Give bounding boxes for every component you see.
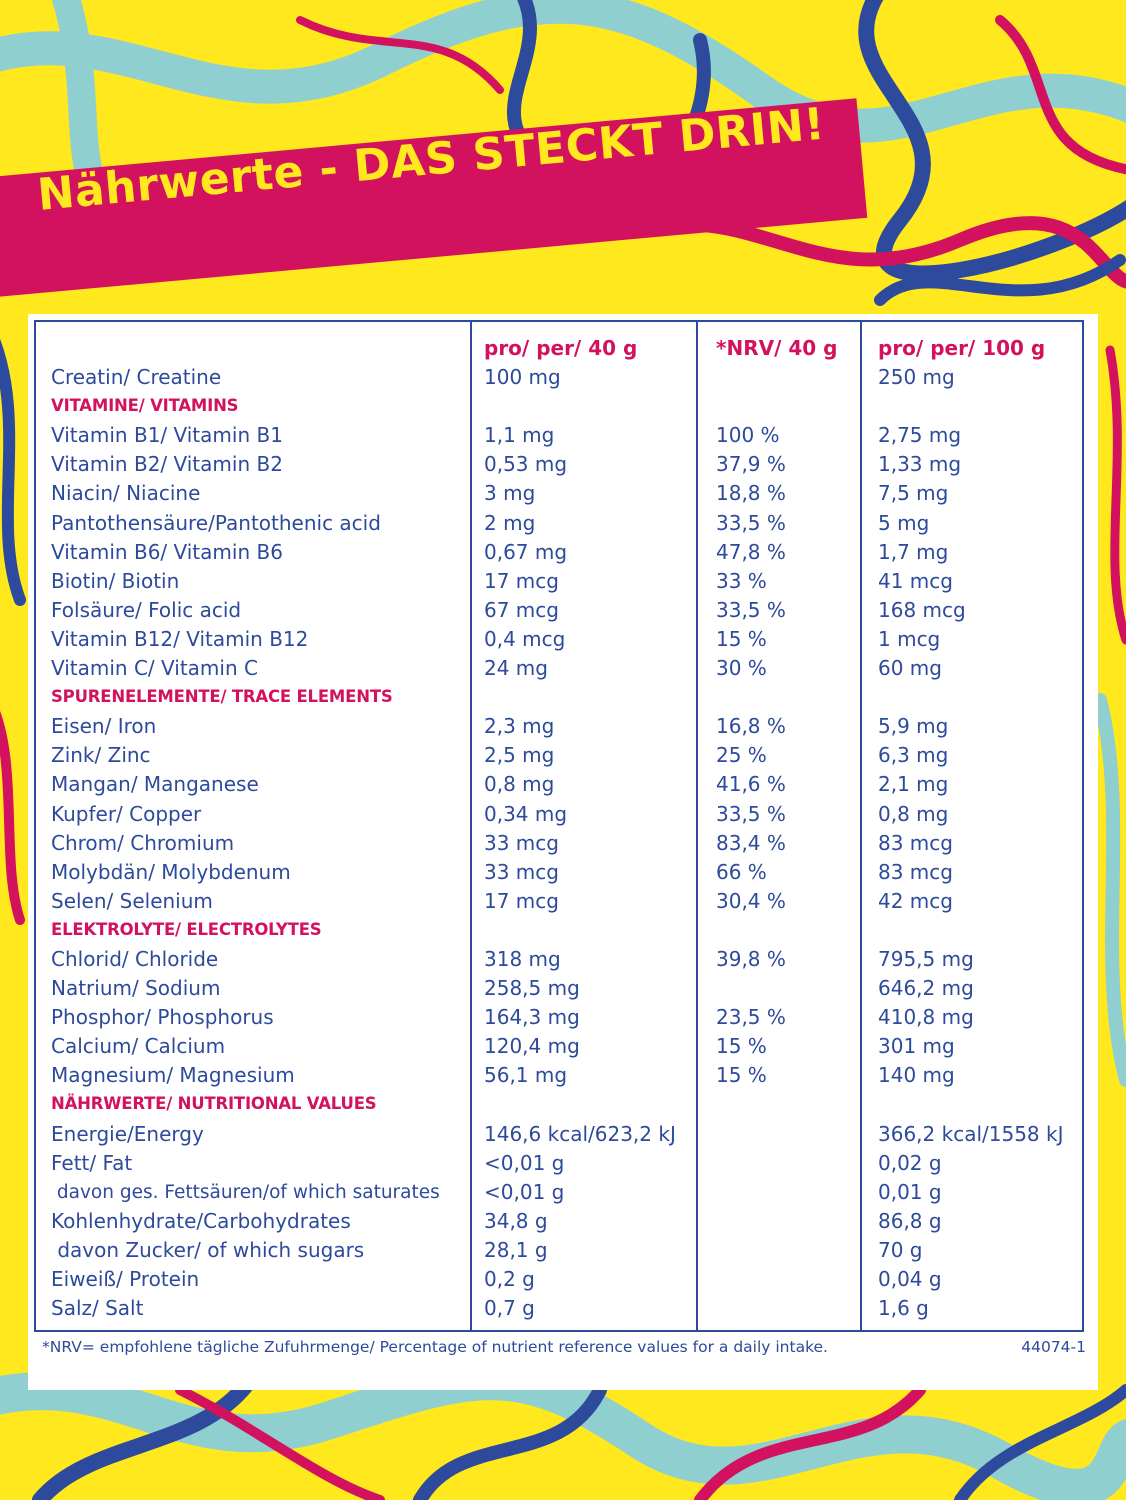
value-per-100g: 1 mcg xyxy=(878,626,941,651)
value-per-40g: 1,1 mg xyxy=(484,423,555,448)
table-row xyxy=(36,1149,1082,1178)
section-label: VITAMINE/ VITAMINS xyxy=(51,396,239,416)
nutrient-name: Zink/ Zinc xyxy=(51,743,151,768)
table-row xyxy=(36,1236,1082,1265)
value-per-100g: 60 mg xyxy=(878,656,942,681)
page-title: Nährwerte - DAS STECKT DRIN! xyxy=(35,98,827,221)
value-per-40g: 164,3 mg xyxy=(484,1005,580,1030)
table-row xyxy=(36,596,1082,625)
value-per-100g: 1,33 mg xyxy=(878,452,962,477)
value-per-40g: 56,1 mg xyxy=(484,1063,568,1088)
nutrient-name: davon ges. Fettsäuren/of which saturates xyxy=(51,1181,440,1203)
value-per-40g: 2 mg xyxy=(484,510,536,535)
value-per-40g: 2,3 mg xyxy=(484,714,555,739)
nutrient-name: Vitamin B1/ Vitamin B1 xyxy=(51,423,283,448)
value-per-100g: 168 mcg xyxy=(878,597,966,622)
nutrient-name: Folsäure/ Folic acid xyxy=(51,597,242,622)
value-per-100g: 83 mcg xyxy=(878,859,953,884)
nrv-value: 39,8 % xyxy=(716,946,786,971)
value-per-40g: 0,67 mg xyxy=(484,539,568,564)
value-per-100g: 0,04 g xyxy=(878,1267,942,1291)
nutrient-name: Kohlenhydrate/Carbohydrates xyxy=(51,1208,351,1233)
table-row xyxy=(36,450,1082,479)
value-per-40g: 146,6 kcal/623,2 kJ xyxy=(484,1121,676,1146)
value-per-40g: 0,53 mg xyxy=(484,452,568,477)
value-per-40g: 3 mg xyxy=(484,481,536,506)
value-per-40g: 0,4 mcg xyxy=(484,626,566,651)
table-row xyxy=(36,800,1082,829)
value-per-40g: 0,34 mg xyxy=(484,801,568,826)
value-per-100g: 140 mg xyxy=(878,1063,955,1088)
table-row xyxy=(36,829,1082,858)
nrv-value: 16,8 % xyxy=(716,714,786,739)
value-per-40g: <0,01 g xyxy=(484,1150,565,1175)
value-per-100g: 83 mcg xyxy=(878,830,953,855)
value-per-40g: 67 mcg xyxy=(484,597,559,622)
nutrient-name: Eisen/ Iron xyxy=(51,714,157,739)
column-header-per-40g: pro/ per/ 40 g xyxy=(484,336,638,360)
nutrient-name: Natrium/ Sodium xyxy=(51,976,221,1001)
value-per-100g: 5,9 mg xyxy=(878,714,949,739)
value-per-100g: 70 g xyxy=(878,1237,923,1262)
nutrient-name: Vitamin B6/ Vitamin B6 xyxy=(51,539,283,564)
value-per-100g: 0,8 mg xyxy=(878,801,949,826)
nutrient-name: Molybdän/ Molybdenum xyxy=(51,859,291,884)
section-label: SPURENELEMENTE/ TRACE ELEMENTS xyxy=(51,687,393,707)
value-per-40g: 34,8 g xyxy=(484,1208,548,1233)
value-per-100g: 0,02 g xyxy=(878,1150,942,1175)
value-per-100g: 795,5 mg xyxy=(878,946,974,971)
nrv-value: 18,8 % xyxy=(716,481,786,506)
table-row xyxy=(36,1207,1082,1236)
table-row xyxy=(36,741,1082,770)
value-per-100g: 410,8 mg xyxy=(878,1005,974,1030)
nutrient-name: Energie/Energy xyxy=(51,1121,204,1146)
table-row xyxy=(36,1178,1082,1207)
value-per-100g: 42 mcg xyxy=(878,888,953,913)
value-per-40g: 17 mcg xyxy=(484,888,559,913)
table-row xyxy=(36,858,1082,887)
value-per-40g: 2,5 mg xyxy=(484,743,555,768)
nutrition-table xyxy=(34,320,1084,1332)
nrv-value: 15 % xyxy=(716,1034,767,1059)
value-per-40g: 28,1 g xyxy=(484,1237,548,1262)
nutrient-name: Salz/ Salt xyxy=(51,1296,144,1321)
table-row xyxy=(36,363,1082,392)
nrv-value: 23,5 % xyxy=(716,1005,786,1030)
nrv-value: 83,4 % xyxy=(716,830,786,855)
nutrient-name: Chlorid/ Chloride xyxy=(51,946,219,971)
nutrient-name: Phosphor/ Phosphorus xyxy=(51,1005,274,1030)
table-row xyxy=(36,1061,1082,1090)
nutrient-name: Mangan/ Manganese xyxy=(51,772,259,797)
nrv-value: 30,4 % xyxy=(716,888,786,913)
section-header-row xyxy=(36,1090,1082,1119)
nrv-value: 33,5 % xyxy=(716,510,786,535)
nutrient-name: Niacin/ Niacine xyxy=(51,481,201,506)
value-per-100g: 2,1 mg xyxy=(878,772,949,797)
nrv-footnote: *NRV= empfohlene tägliche Zufuhrmenge/ Percentage of nutrient reference values for a daily intake. xyxy=(42,1338,828,1356)
value-per-100g: 6,3 mg xyxy=(878,743,949,768)
table-row xyxy=(36,509,1082,538)
value-per-100g: 646,2 mg xyxy=(878,976,974,1001)
value-per-100g: 86,8 g xyxy=(878,1208,942,1233)
value-per-100g: 1,6 g xyxy=(878,1296,929,1321)
value-per-100g: 2,75 mg xyxy=(878,423,962,448)
nrv-value: 25 % xyxy=(716,743,767,768)
column-header-nrv: *NRV/ 40 g xyxy=(716,336,838,360)
nrv-value: 15 % xyxy=(716,1063,767,1088)
table-row xyxy=(36,712,1082,741)
value-per-40g: 33 mcg xyxy=(484,859,559,884)
nrv-value: 41,6 % xyxy=(716,772,786,797)
nutrient-name: Vitamin C/ Vitamin C xyxy=(51,656,258,681)
table-row xyxy=(36,538,1082,567)
nutrient-name: Biotin/ Biotin xyxy=(51,568,180,593)
nutrient-name: davon Zucker/ of which sugars xyxy=(51,1237,365,1262)
nutrient-name: Pantothensäure/Pantothenic acid xyxy=(51,510,381,535)
nutrient-name: Eiweiß/ Protein xyxy=(51,1267,200,1291)
nutrient-name: Vitamin B2/ Vitamin B2 xyxy=(51,452,283,477)
table-row xyxy=(36,654,1082,683)
value-per-40g: <0,01 g xyxy=(484,1179,565,1204)
table-row xyxy=(36,625,1082,654)
value-per-40g: 33 mcg xyxy=(484,830,559,855)
table-row xyxy=(36,945,1082,974)
value-per-40g: 17 mcg xyxy=(484,568,559,593)
value-per-100g: 250 mg xyxy=(878,365,955,390)
table-row xyxy=(36,770,1082,799)
value-per-100g: 7,5 mg xyxy=(878,481,949,506)
table-row xyxy=(36,887,1082,916)
nrv-value: 33,5 % xyxy=(716,801,786,826)
product-code: 44074-1 xyxy=(1021,1338,1086,1356)
nutrient-name: Kupfer/ Copper xyxy=(51,801,202,826)
nutrition-panel xyxy=(28,314,1098,1390)
table-row xyxy=(36,1003,1082,1032)
value-per-100g: 5 mg xyxy=(878,510,930,535)
table-row xyxy=(36,974,1082,1003)
nrv-value: 30 % xyxy=(716,656,767,681)
value-per-40g: 0,8 mg xyxy=(484,772,555,797)
nrv-value: 15 % xyxy=(716,626,767,651)
table-row xyxy=(36,479,1082,508)
value-per-100g: 301 mg xyxy=(878,1034,955,1059)
section-label: NÄHRWERTE/ NUTRITIONAL VALUES xyxy=(51,1094,377,1114)
table-rows xyxy=(36,334,1082,1323)
section-header-row xyxy=(36,916,1082,945)
nrv-value: 37,9 % xyxy=(716,452,786,477)
nutrient-name: Magnesium/ Magnesium xyxy=(51,1063,295,1088)
table-row xyxy=(36,1120,1082,1149)
nrv-value: 47,8 % xyxy=(716,539,786,564)
value-per-40g: 24 mg xyxy=(484,656,548,681)
table-header-row xyxy=(36,334,1082,363)
value-per-40g: 0,2 g xyxy=(484,1267,535,1291)
value-per-100g: 0,01 g xyxy=(878,1179,942,1204)
value-per-100g: 366,2 kcal/1558 kJ xyxy=(878,1121,1064,1146)
column-header-per-100g: pro/ per/ 100 g xyxy=(878,336,1046,360)
section-header-row xyxy=(36,683,1082,712)
nrv-value: 33 % xyxy=(716,568,767,593)
nutrient-name: Fett/ Fat xyxy=(51,1150,133,1175)
table-row xyxy=(36,567,1082,596)
table-row xyxy=(36,421,1082,450)
value-per-40g: 318 mg xyxy=(484,946,561,971)
section-header-row xyxy=(36,392,1082,421)
nutrient-name: Vitamin B12/ Vitamin B12 xyxy=(51,626,309,651)
value-per-100g: 41 mcg xyxy=(878,568,953,593)
value-per-40g: 120,4 mg xyxy=(484,1034,580,1059)
nutrient-name: Chrom/ Chromium xyxy=(51,830,235,855)
nutrient-name: Selen/ Selenium xyxy=(51,888,213,913)
value-per-40g: 0,7 g xyxy=(484,1296,535,1321)
nrv-value: 66 % xyxy=(716,859,767,884)
table-row xyxy=(36,1032,1082,1061)
nrv-value: 100 % xyxy=(716,423,780,448)
nutrient-name: Creatin/ Creatine xyxy=(51,365,222,390)
nutrient-name: Calcium/ Calcium xyxy=(51,1034,226,1059)
value-per-40g: 258,5 mg xyxy=(484,976,580,1001)
value-per-100g: 1,7 mg xyxy=(878,539,949,564)
value-per-40g: 100 mg xyxy=(484,365,561,390)
table-row xyxy=(36,1265,1082,1294)
section-label: ELEKTROLYTE/ ELECTROLYTES xyxy=(51,919,322,939)
nrv-value: 33,5 % xyxy=(716,597,786,622)
table-row xyxy=(36,1294,1082,1323)
